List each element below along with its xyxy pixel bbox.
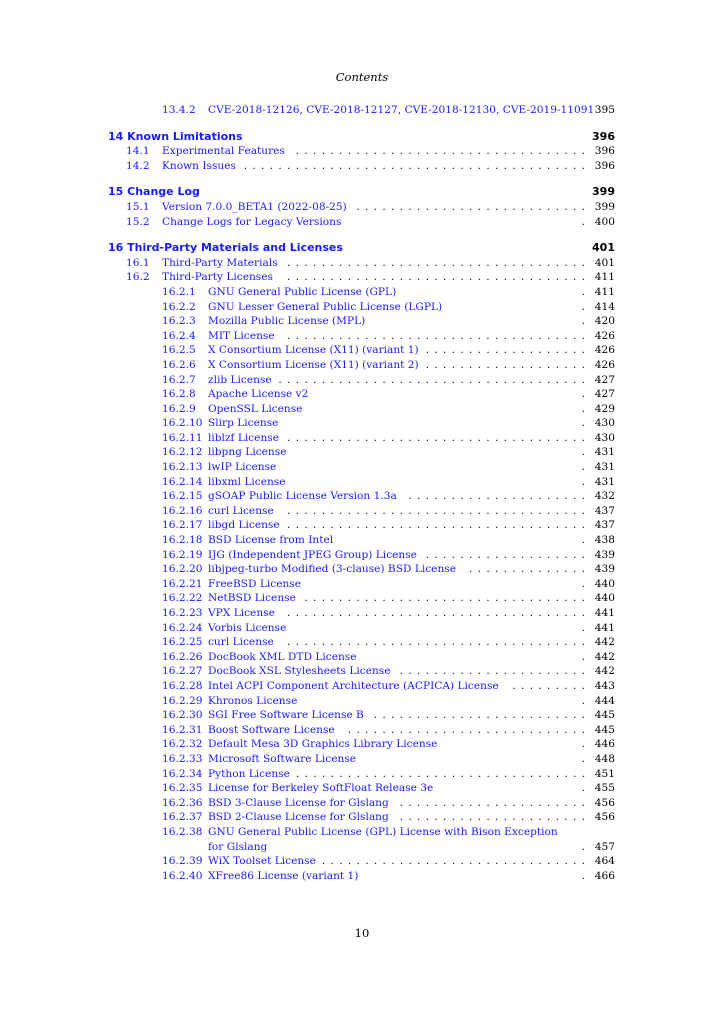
toc-entry-16-2-3[interactable] bbox=[108, 314, 615, 329]
toc-entry-page: 444 bbox=[594, 694, 615, 707]
toc-entry-number: 16.2.22 bbox=[162, 592, 203, 605]
toc-entry-page: 400 bbox=[594, 215, 615, 228]
toc-entry-title: Third-Party Materials bbox=[162, 256, 278, 269]
toc-entry-16-2-10[interactable] bbox=[108, 416, 615, 431]
toc-entry-page: 439 bbox=[594, 548, 615, 561]
toc-entry-title: XFree86 License (variant 1) bbox=[208, 869, 359, 882]
toc-entry-title: Python License bbox=[208, 767, 290, 780]
toc-entry-title: SGI Free Software License B bbox=[208, 709, 364, 722]
toc-entry-title: Change Logs for Legacy Versions bbox=[162, 215, 342, 228]
toc-entry-16-2-38[interactable] bbox=[108, 825, 615, 854]
toc-chapter-title: 14 Known Limitations bbox=[108, 129, 243, 143]
toc-chapter-page: 401 bbox=[592, 241, 615, 255]
toc-entry-page: 396 bbox=[594, 145, 615, 158]
toc-entry-page: 437 bbox=[594, 504, 615, 517]
toc-entry-page: 457 bbox=[594, 840, 615, 853]
dot-leader: . . . . . . . . . . . . . . . . . . . . . . . . . . . . . . . . . . . bbox=[287, 271, 585, 284]
toc-entry-page: 442 bbox=[594, 650, 615, 663]
toc-entry-title: libjpeg-turbo Modified (3-clause) BSD License bbox=[208, 563, 456, 576]
toc-entry-page: 455 bbox=[594, 782, 615, 795]
toc-entry-16-2-16[interactable] bbox=[108, 504, 615, 519]
toc-entry-page: 441 bbox=[594, 607, 615, 619]
toc-entry-title: GNU General Public License (GPL) License with Bison Exception bbox=[208, 825, 558, 838]
toc-entry-page: 451 bbox=[594, 767, 615, 780]
toc-chapter-16[interactable] bbox=[108, 241, 615, 256]
dot-leader: . bbox=[581, 475, 585, 488]
dot-leader: . . . . . . . . . . . . . . . . . . . . . bbox=[408, 490, 585, 503]
toc-entry-number: 16.2.37 bbox=[162, 811, 203, 824]
toc-entry-page: 432 bbox=[594, 490, 615, 503]
toc-entry-page: 396 bbox=[594, 159, 615, 172]
toc-entry-title: Khronos License bbox=[208, 694, 298, 707]
toc-entry-title: GNU General Public License (GPL) bbox=[208, 285, 397, 298]
dot-leader: . bbox=[581, 388, 585, 401]
toc-entry-16-2-40[interactable] bbox=[108, 869, 615, 884]
dot-leader: . . . . . . . . . . . . . . . . . . . bbox=[425, 358, 585, 371]
toc-entry-16-2-27[interactable] bbox=[108, 664, 615, 679]
toc-entry-title: X Consortium License (X11) (variant 1) bbox=[208, 344, 419, 357]
toc-entry-page: 431 bbox=[594, 475, 615, 488]
dot-leader: . . . . . . . . . . . . . . . . . . . . . . . . . . . . . . . . . . . bbox=[287, 329, 585, 342]
toc-entry-15-2[interactable] bbox=[108, 215, 615, 230]
toc-chapter-page: 396 bbox=[592, 129, 615, 143]
toc-entry-number: 16.2.31 bbox=[162, 723, 203, 736]
toc-entry-number: 16.2.7 bbox=[162, 373, 196, 386]
toc-chapter-15[interactable] bbox=[108, 185, 615, 200]
toc-entry-title: Slirp License bbox=[208, 417, 279, 430]
dot-leader: . bbox=[581, 215, 585, 228]
toc-entry-number: 16.2.23 bbox=[162, 607, 203, 619]
toc-entry-number: 16.2.30 bbox=[162, 709, 203, 722]
toc-entry-page: 448 bbox=[594, 752, 615, 765]
toc-entry-title: gSOAP Public License Version 1.3a bbox=[208, 490, 397, 503]
toc-entry-number: 16.2.40 bbox=[162, 869, 203, 882]
toc-subsection-list bbox=[108, 285, 615, 883]
toc-entry-number: 16.2.1 bbox=[162, 285, 196, 298]
dot-leader: . . . . . . . . . . . . . . . . . . . . . . . . . . . . . . . . . . . bbox=[287, 607, 585, 619]
toc-entry-16-2-31[interactable] bbox=[108, 723, 615, 738]
toc-entry-title: Default Mesa 3D Graphics Library License bbox=[208, 738, 438, 751]
toc-chapter-title: 16 Third-Party Materials and Licenses bbox=[108, 241, 343, 255]
toc-entry-title: Mozilla Public License (MPL) bbox=[208, 315, 366, 328]
toc-entry-16-2-34[interactable] bbox=[108, 767, 615, 782]
toc-entry-title: MIT License bbox=[208, 329, 275, 342]
toc-entry-number: 16.2.33 bbox=[162, 752, 203, 765]
dot-leader: . bbox=[581, 694, 585, 707]
dot-leader: . . . . . . . . . . . . . . . . . . . . . . . . . . . . . . . . . . bbox=[295, 767, 585, 780]
toc-entry-number: 16.2.34 bbox=[162, 767, 203, 780]
toc-entry-16-2[interactable] bbox=[108, 270, 615, 285]
toc-entry-page: 456 bbox=[594, 796, 615, 809]
toc-entry-number: 16.2.36 bbox=[162, 796, 203, 809]
toc-entry-number: 16.2.16 bbox=[162, 504, 203, 517]
toc-entry-16-2-24[interactable] bbox=[108, 621, 615, 636]
toc-entry-number: 16.2.2 bbox=[162, 300, 196, 313]
dot-leader: . . . . . . . . . . . . . . . . . . . . . . . . . . . . bbox=[347, 723, 585, 736]
toc-entry-title: GNU Lesser General Public License (LGPL) bbox=[208, 300, 443, 313]
toc-entry-16-2-22[interactable] bbox=[108, 591, 615, 606]
toc-entry-page: 426 bbox=[594, 329, 615, 342]
toc-entry-title: DocBook XML DTD License bbox=[208, 650, 357, 663]
toc-entry-number: 16.2.9 bbox=[162, 402, 196, 415]
toc-entry-title: FreeBSD License bbox=[208, 577, 302, 590]
toc-entry-page: 441 bbox=[594, 621, 615, 634]
toc-entry-page: 443 bbox=[594, 679, 615, 692]
toc-entry-16-2-7[interactable] bbox=[108, 373, 615, 388]
toc-entry-number: 13.4.2 bbox=[162, 104, 196, 116]
toc-entry-title: Boost Software License bbox=[208, 723, 335, 736]
dot-leader: . . . . . . . . . . . . . . . . . . . . . . . . . . . . . . . . . . . . bbox=[278, 373, 585, 386]
toc-entry-number: 16.1 bbox=[126, 256, 150, 269]
toc-entry-number: 16.2.38 bbox=[162, 825, 203, 838]
toc-entry-title: BSD 3-Clause License for Glslang bbox=[208, 796, 389, 809]
toc-entry-16-2-1[interactable] bbox=[108, 285, 615, 300]
dot-leader: . . . . . . . . . . . . . . . . . . . . . . bbox=[399, 796, 585, 809]
dot-leader: . bbox=[581, 650, 585, 663]
toc-entry-16-2-39[interactable] bbox=[108, 854, 615, 869]
toc-entry-title: libgd License bbox=[208, 519, 280, 532]
toc-entry-page: 446 bbox=[594, 738, 615, 751]
toc-entry-title: X Consortium License (X11) (variant 2) bbox=[208, 358, 419, 371]
toc-chapter-14[interactable] bbox=[108, 130, 615, 145]
dot-leader: . . . . . . . . . . . . . . . . . . . . . . bbox=[399, 665, 585, 678]
dot-leader: . bbox=[581, 300, 585, 313]
toc-entry-title: WiX Toolset License bbox=[208, 855, 316, 868]
toc-entry-page: 411 bbox=[594, 285, 615, 298]
toc-entry-number: 16.2.13 bbox=[162, 461, 203, 474]
toc-entry-16-2-35[interactable] bbox=[108, 781, 615, 796]
toc-entry-number: 16.2.5 bbox=[162, 344, 196, 357]
toc-entry-number: 16.2.12 bbox=[162, 446, 203, 459]
toc-entry-title: BSD 2-Clause License for Glslang bbox=[208, 811, 389, 824]
toc-entry-number: 16.2.8 bbox=[162, 388, 196, 401]
toc-entry-title: CVE-2018-12126, CVE-2018-12127, CVE-2018-12130, CVE-2019-11091 bbox=[208, 104, 595, 116]
toc-entry-number: 16.2.4 bbox=[162, 329, 196, 342]
toc-entry-number: 16.2.39 bbox=[162, 855, 203, 868]
dot-leader: . . . . . . . . . . . . . . . . . . . . . . . . . . . . . . . . . . bbox=[295, 145, 585, 158]
dot-leader: . . . . . . . . . . . . . . . . . . . bbox=[425, 548, 585, 561]
toc-entry-page: 445 bbox=[594, 709, 615, 722]
toc-entry-number: 15.1 bbox=[126, 200, 150, 213]
dot-leader: . . . . . . . . . . . . . . . . . . . . . . . . . . . . . . . . . . . bbox=[287, 636, 585, 649]
toc-entry-16-1[interactable] bbox=[108, 256, 615, 271]
dot-leader: . bbox=[581, 782, 585, 795]
toc-entry-16-2-4[interactable] bbox=[108, 329, 615, 344]
toc-entry-16-2-11[interactable] bbox=[108, 431, 615, 446]
toc-entry-16-2-25[interactable] bbox=[108, 635, 615, 650]
dot-leader: . . . . . . . . . . . . . . . . . . . . . . . . . bbox=[373, 709, 585, 722]
toc-chapter-page: 399 bbox=[592, 185, 615, 199]
toc-entry-page: 431 bbox=[594, 446, 615, 459]
toc-entry-title: License for Berkeley SoftFloat Release 3e bbox=[208, 782, 434, 795]
toc-entry-page: 427 bbox=[594, 373, 615, 386]
toc-entry-number: 16.2.14 bbox=[162, 475, 203, 488]
dot-leader: . bbox=[581, 285, 585, 298]
toc-entry-16-2-23[interactable] bbox=[108, 606, 615, 621]
toc-entry-14-1[interactable] bbox=[108, 144, 615, 159]
dot-leader: . . . . . . . . . . . . . . . . . . . . . . bbox=[399, 811, 585, 824]
toc-entry-page: 456 bbox=[594, 811, 615, 824]
toc-entry-title: libxml License bbox=[208, 475, 286, 488]
toc-entry-title: Version 7.0.0_BETA1 (2022-08-25) bbox=[162, 200, 347, 213]
toc-entry-page: 437 bbox=[594, 519, 615, 532]
toc-entry-page: 440 bbox=[594, 577, 615, 590]
toc-entry-number: 16.2.17 bbox=[162, 519, 203, 532]
running-header: Contents bbox=[335, 70, 389, 84]
toc-entry-16-2-19[interactable] bbox=[108, 548, 615, 563]
toc-entry-title: Apache License v2 bbox=[208, 388, 309, 401]
toc-entry-title: liblzf License bbox=[208, 431, 279, 444]
dot-leader: . bbox=[581, 315, 585, 328]
toc-entry-page: 427 bbox=[594, 388, 615, 401]
toc-entry-page: 411 bbox=[594, 271, 615, 284]
toc-entry-16-2-29[interactable] bbox=[108, 694, 615, 709]
toc-entry-16-2-37[interactable] bbox=[108, 810, 615, 825]
toc-entry-title-continued: for Glslang bbox=[208, 840, 268, 853]
toc-entry-page: 420 bbox=[594, 315, 615, 328]
toc-entry-number: 16.2.20 bbox=[162, 563, 203, 576]
toc-entry-title: libpng License bbox=[208, 446, 287, 459]
toc-entry-16-2-2[interactable] bbox=[108, 300, 615, 315]
dot-leader: . . . . . . . . . . . . . . . . . . . . . . . . . . . . . . . . . . . bbox=[287, 256, 585, 269]
dot-leader: . . . . . . . . . . . . . . . . . . . . . . . . . . . bbox=[356, 200, 585, 213]
toc-entry-title: Vorbis License bbox=[208, 621, 287, 634]
toc-entry-number: 16.2.19 bbox=[162, 548, 203, 561]
toc-entry-title: NetBSD License bbox=[208, 592, 296, 605]
toc-entry-page: 445 bbox=[594, 723, 615, 736]
toc-entry-page: 442 bbox=[594, 636, 615, 649]
toc-entry-number: 16.2.35 bbox=[162, 782, 203, 795]
toc-entry-16-2-6[interactable] bbox=[108, 358, 615, 373]
toc-entry-16-2-15[interactable] bbox=[108, 489, 615, 504]
dot-leader: . bbox=[581, 621, 585, 634]
dot-leader: . . . . . . . . . . . . . . . . . . . . . . . . . . . . . . . . . . . bbox=[287, 504, 585, 517]
toc-entry-page: 430 bbox=[594, 417, 615, 430]
dot-leader: . . . . . . . . . . . . . . . . . . . . . . . . . . . . . . . bbox=[321, 855, 585, 868]
toc-entry-title: zlib License bbox=[208, 373, 272, 386]
toc-entry-title: DocBook XSL Stylesheets License bbox=[208, 665, 391, 678]
toc-entry-number: 16.2.25 bbox=[162, 636, 203, 649]
toc-entry-16-2-14[interactable] bbox=[108, 475, 615, 490]
toc-entry-page: 429 bbox=[594, 402, 615, 415]
dot-leader: . . . . . . . . . . . . . . . . . . . . . . . . . . . . . . . . . bbox=[304, 592, 585, 605]
toc-entry-page: 401 bbox=[594, 256, 615, 269]
toc-entry-number: 16.2.27 bbox=[162, 665, 203, 678]
toc-entry-number: 14.1 bbox=[126, 145, 150, 158]
toc-entry-number: 16.2.3 bbox=[162, 315, 196, 328]
toc-entry-number: 16.2 bbox=[126, 271, 150, 284]
toc-entry-title: Experimental Features bbox=[162, 145, 285, 158]
dot-leader: . bbox=[581, 402, 585, 415]
dot-leader: . . . . . . . . . . . . . . . . . . . bbox=[425, 344, 585, 357]
toc-entry-title: lwIP License bbox=[208, 461, 277, 474]
dot-leader: . bbox=[581, 738, 585, 751]
toc-entry-16-2-28[interactable] bbox=[108, 679, 615, 694]
toc-entry-page: 466 bbox=[594, 869, 615, 882]
toc-entry-number: 15.2 bbox=[126, 215, 150, 228]
dot-leader: . bbox=[581, 417, 585, 430]
toc-entry-page: 440 bbox=[594, 592, 615, 605]
dot-leader: . bbox=[581, 534, 585, 547]
toc-entry-16-2-30[interactable] bbox=[108, 708, 615, 723]
dot-leader: . bbox=[581, 752, 585, 765]
dot-leader: . bbox=[581, 840, 585, 853]
toc-entry-number: 16.2.6 bbox=[162, 358, 196, 371]
toc-entry-16-2-12[interactable] bbox=[108, 445, 615, 460]
toc-entry-number: 16.2.15 bbox=[162, 490, 203, 503]
toc-entry-page: 399 bbox=[594, 200, 615, 213]
toc-entry-title: Third-Party Licenses bbox=[162, 271, 273, 284]
toc-entry-number: 16.2.18 bbox=[162, 534, 203, 547]
toc-entry-16-2-5[interactable] bbox=[108, 343, 615, 358]
dot-leader: . bbox=[581, 577, 585, 590]
toc-entry-number: 16.2.11 bbox=[162, 431, 203, 444]
toc-entry-title: curl License bbox=[208, 504, 274, 517]
toc-entry-page: 431 bbox=[594, 461, 615, 474]
dot-leader: . . . . . . . . . . . . . . bbox=[468, 563, 585, 576]
toc-entry-title: Intel ACPI Component Architecture (ACPICA) License bbox=[208, 679, 499, 692]
toc-chapter-title: 15 Change Log bbox=[108, 185, 200, 199]
toc-entry-page: 464 bbox=[594, 855, 615, 868]
toc-entry-page: 426 bbox=[594, 358, 615, 371]
toc-entry-number: 16.2.21 bbox=[162, 577, 203, 590]
toc-entry-title: Microsoft Software License bbox=[208, 752, 357, 765]
toc-entry-number: 16.2.10 bbox=[162, 417, 203, 430]
dot-leader: . bbox=[581, 461, 585, 474]
toc-entry-number: 14.2 bbox=[126, 159, 150, 172]
toc-entry-16-2-18[interactable] bbox=[108, 533, 615, 548]
toc-entry-14-2[interactable] bbox=[108, 159, 615, 174]
toc-entry-title: Known Issues bbox=[162, 159, 236, 172]
toc-entry-16-2-20[interactable] bbox=[108, 562, 615, 577]
toc-entry-page: 442 bbox=[594, 665, 615, 678]
toc-entry-15-1[interactable] bbox=[108, 200, 615, 215]
dot-leader: . . . . . . . . . . . . . . . . . . . . . . . . . . . . . . . . . . . bbox=[287, 431, 585, 444]
toc-entry-page: 414 bbox=[594, 300, 615, 313]
toc-entry-16-2-33[interactable] bbox=[108, 752, 615, 767]
toc-entry-page: 426 bbox=[594, 344, 615, 357]
toc-entry-number: 16.2.24 bbox=[162, 621, 203, 634]
page-number: 10 bbox=[354, 926, 370, 940]
toc-entry-16-2-8[interactable] bbox=[108, 387, 615, 402]
dot-leader: . . . . . . . . . . . . . . . . . . . . . . . . . . . . . . . . . . . . . . . . bbox=[243, 159, 585, 172]
toc-entry-number: 16.2.29 bbox=[162, 694, 203, 707]
toc-entry-number: 16.2.32 bbox=[162, 738, 203, 751]
toc-entry-title: OpenSSL License bbox=[208, 402, 303, 415]
toc-entry-16-2-32[interactable] bbox=[108, 737, 615, 752]
toc-entry-title: IJG (Independent JPEG Group) License bbox=[208, 548, 417, 561]
dot-leader: . . . . . . . . . bbox=[512, 679, 585, 692]
toc-entry-16-2-13[interactable] bbox=[108, 460, 615, 475]
dot-leader: . . . . . . . . . . . . . . . . . . . . . . . . . . . . . . . . . . . bbox=[287, 519, 585, 532]
toc-entry-number: 16.2.26 bbox=[162, 650, 203, 663]
toc-entry-page: 430 bbox=[594, 431, 615, 444]
toc-entry-title: VPX License bbox=[208, 607, 275, 619]
dot-leader: . bbox=[581, 446, 585, 459]
toc-entry-title: curl License bbox=[208, 636, 274, 649]
table-of-contents bbox=[108, 103, 615, 883]
toc-entry-16-2-9[interactable] bbox=[108, 402, 615, 417]
toc-entry-16-2-21[interactable] bbox=[108, 577, 615, 592]
toc-entry-16-2-17[interactable] bbox=[108, 518, 615, 533]
toc-entry-number: 16.2.28 bbox=[162, 679, 203, 692]
dot-leader: . bbox=[581, 869, 585, 882]
toc-entry-16-2-26[interactable] bbox=[108, 650, 615, 665]
toc-entry-page: 439 bbox=[594, 563, 615, 576]
toc-entry-title: BSD License from Intel bbox=[208, 534, 334, 547]
toc-entry-page: 395 bbox=[594, 104, 615, 116]
toc-entry-page: 438 bbox=[594, 534, 615, 547]
toc-entry-16-2-36[interactable] bbox=[108, 796, 615, 811]
toc-entry-13-4-2[interactable] bbox=[108, 103, 615, 118]
